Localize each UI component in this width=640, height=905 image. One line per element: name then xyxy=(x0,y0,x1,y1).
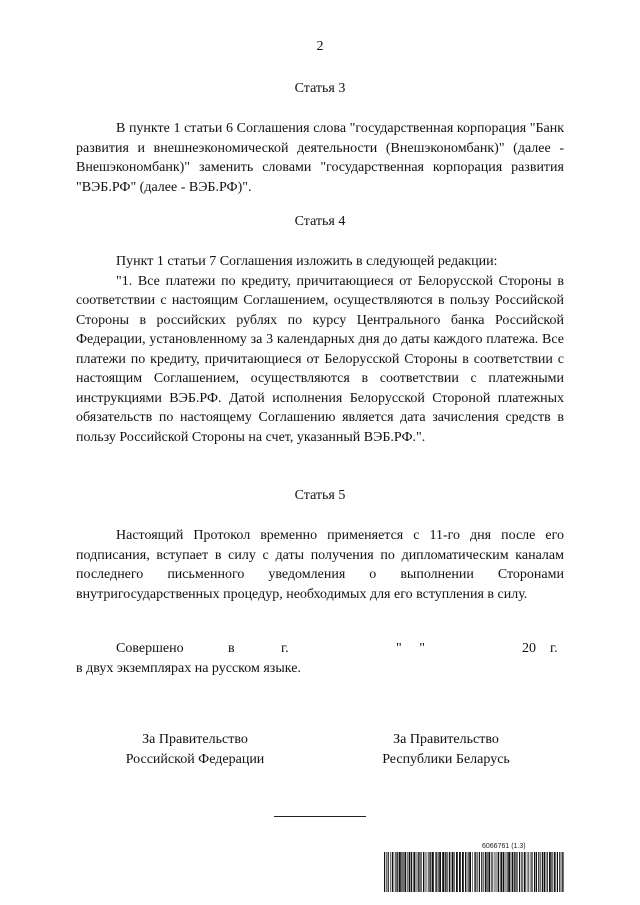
article-5-text: Настоящий Протокол временно применяется с 11-го дня после его подписания, вступает в силу с даты получения по дипломатическим каналам последнего письменного уведомления о выполнении Сторонами внутригосударственных процедур, необходимых для его вступления в силу. xyxy=(76,528,564,602)
article-5-paragraph xyxy=(76,526,564,604)
done-quote-marks: " " xyxy=(396,641,425,656)
done-city-suffix: г. xyxy=(281,641,289,656)
page-number: 2 xyxy=(316,39,324,54)
signature-left-line1: За Правительство xyxy=(142,732,248,747)
signature-right-line1: За Правительство xyxy=(393,732,499,747)
article-4-title: Статья 4 xyxy=(294,214,346,229)
footer-rule xyxy=(274,816,366,817)
done-year-suffix: г. xyxy=(550,641,558,656)
article-4-body xyxy=(76,252,564,447)
done-word: Совершено xyxy=(116,641,184,656)
article-3-text: В пункте 1 статьи 6 Соглашения слова "государственная корпорация "Банк развития и внешнеэкономической деятельности (Внешэкономбанк)" (далее - Внешэкономбанк)" заменить словами "государственная корпорация развития "ВЭБ.РФ" (далее - ВЭБ.РФ)". xyxy=(76,121,564,195)
article-4-intro: Пункт 1 статьи 7 Соглашения изложить в следующей редакции: xyxy=(116,254,498,269)
done-line xyxy=(76,639,564,659)
signature-right xyxy=(346,730,546,769)
document-code: 6066761 (1.3) xyxy=(482,843,526,850)
done-year: 20 xyxy=(522,641,536,656)
done-language-line: в двух экземплярах на русском языке. xyxy=(76,661,301,676)
barcode xyxy=(384,852,564,892)
article-3-paragraph xyxy=(76,119,564,197)
article-5-title: Статья 5 xyxy=(294,488,346,503)
done-in: в xyxy=(228,641,235,656)
signature-left xyxy=(95,730,295,769)
article-4-quote: "1. Все платежи по кредиту, причитающиеся от Белорусской Стороны в соответствии с настоящим Соглашением, осуществляются в пользу Российской Стороны в российских рублях по курсу Центрального банка Российской Федерации, установленному за 3 календарных дня до даты каждого платежа. Все платежи по кредиту, причитающиеся от Белорусской Стороны в соответствии с настоящим Соглашением, осуществляются в соответствии с платежными инструкциями ВЭБ.РФ. Датой исполнения Белорусской Стороной платежных обязательств по настоящему Соглашению является дата зачисления средств в пользу Российской Стороны на счет, указанный ВЭБ.РФ.". xyxy=(76,273,564,445)
signature-left-line2: Российской Федерации xyxy=(125,751,265,767)
signature-right-line2: Республики Беларусь xyxy=(382,751,510,767)
article-3-title: Статья 3 xyxy=(294,81,346,96)
